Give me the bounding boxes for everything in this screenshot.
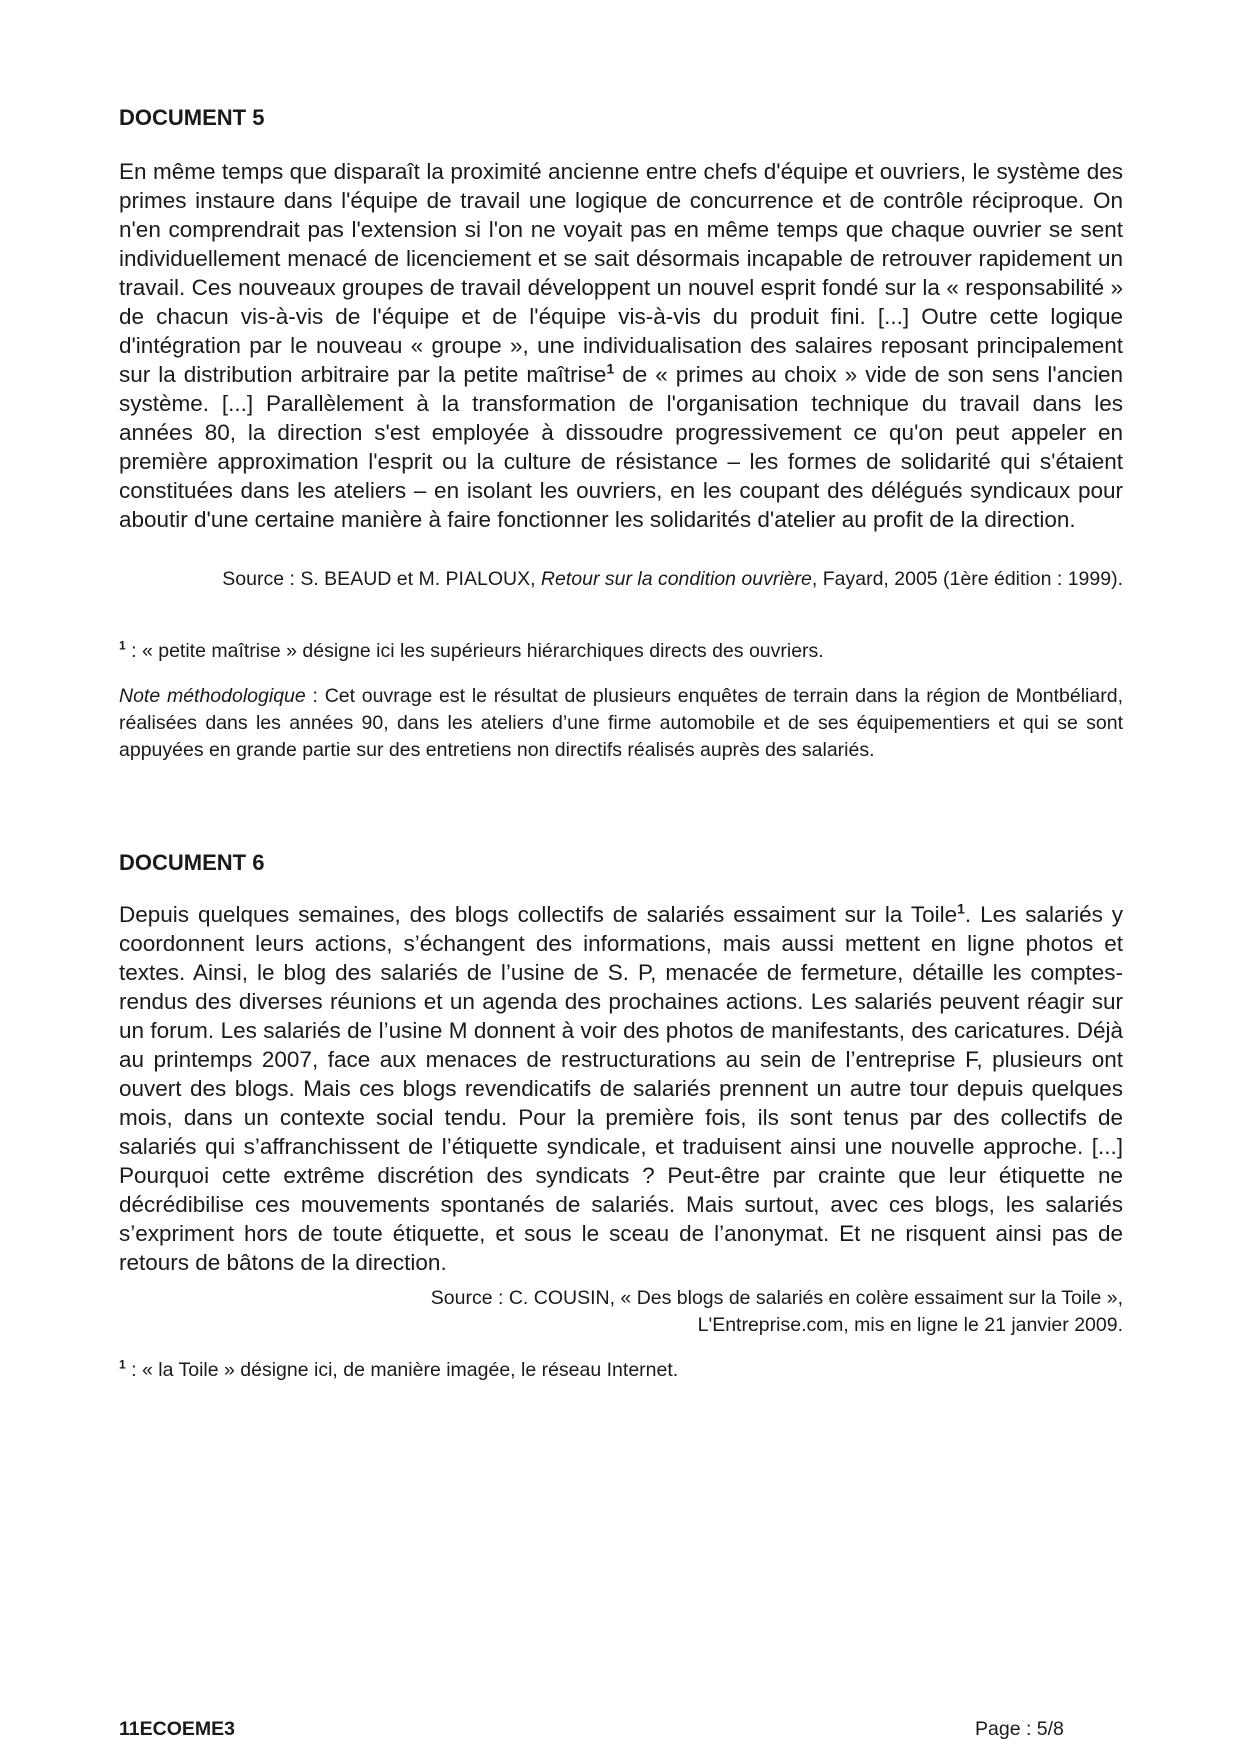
- source-line-1: Source : C. COUSIN, « Des blogs de salariés en colère essaiment sur la Toile »,: [430, 1287, 1123, 1309]
- note-text: : Cet ouvrage est le résultat de plusieurs enquêtes de terrain dans la région de Montbéliard, réalisées dans les années 90, dans les ateliers d’une firme automobile et de ses équipementiers et qui se sont appuyées en grande partie sur des entretiens non directifs réalisés auprès des salariés.: [119, 685, 1123, 761]
- document-6-body-part2: . Les salariés y coordonnent leurs actions, s’échangent des informations, mais aussi mettent en ligne photos et textes. Ainsi, le blog des salariés de l’usine de S. P, menacée de fermeture, détaille les comptes-rendus des diverses réunions et un agenda des prochaines actions. Les salariés peuvent réagir sur un forum. Les salariés de l’usine M donnent à voir des photos de manifestants, des caricatures. Déjà au printemps 2007, face aux menaces de restructurations au sein de l’entreprise F, plusieurs ont ouvert des blogs. Mais ces blogs revendicatifs de salariés prennent un autre tour depuis quelques mois, dans un contexte social tendu. Pour la première fois, ils sont tenus par des collectifs de salariés qui s’affranchissent de l’étiquette syndicale, et traduisent ainsi une nouvelle approche. [...] Pourquoi cette extrême discrétion des syndicats ? Peut-être par crainte que leur étiquette ne décrédibilise ces mouvements spontanés de salariés. Mais surtout, avec ces blogs, les salariés s’expriment hors de toute étiquette, et sous le sceau de l’anonymat. Et ne risquent ainsi pas de retours de bâtons de la direction.: [119, 902, 1123, 1275]
- footnote-text: : « petite maîtrise » désigne ici les supérieurs hiérarchiques directs des ouvriers.: [125, 640, 824, 662]
- document-5-source: [119, 566, 1123, 593]
- document-5-body: [119, 157, 1123, 534]
- source-prefix: Source : S. BEAUD et M. PIALOUX,: [222, 568, 541, 590]
- document-6-footnote: [119, 1357, 678, 1384]
- document-6-body: [119, 900, 1123, 1277]
- methodological-note: [119, 683, 1123, 764]
- document-5-footnote: [119, 638, 824, 665]
- footnote-mark: 1: [119, 638, 126, 653]
- source-title: Retour sur la condition ouvrière: [540, 568, 812, 590]
- document-5-body-part2: de « primes au choix » vide de son sens l'ancien système. [...] Parallèlement à la transformation de l'organisation technique du travail dans les années 80, la direction s'est employée à dissoudre progressivement ce qu'on peut appeler en première approximation l'esprit ou la culture de résistance – les formes de solidarité qui s'étaient constituées dans les ateliers – en isolant les ouvriers, en les coupant des délégués syndicaux pour aboutir d'une certaine manière à faire fonctionner les solidarités d'atelier au profit de la direction.: [119, 362, 1123, 532]
- source-line-2: L'Entreprise.com, mis en ligne le 21 janvier 2009.: [697, 1314, 1123, 1336]
- document-6-source: [119, 1285, 1123, 1339]
- footnote-ref: 1: [606, 360, 615, 377]
- document-6-heading: DOCUMENT 6: [119, 850, 265, 875]
- page-number: Page : 5/8: [975, 1718, 1064, 1740]
- page: [119, 0, 1123, 1754]
- document-5-heading: DOCUMENT 5: [119, 105, 265, 130]
- footnote-text: : « la Toile » désigne ici, de manière imagée, le réseau Internet.: [125, 1359, 679, 1381]
- footnote-ref: 1: [957, 900, 965, 917]
- source-suffix: , Fayard, 2005 (1ère édition : 1999).: [811, 568, 1123, 590]
- note-label: Note méthodologique: [119, 685, 306, 707]
- document-6-body-part1: Depuis quelques semaines, des blogs collectifs de salariés essaiment sur la Toile: [119, 902, 958, 927]
- document-5-body-part1: En même temps que disparaît la proximité ancienne entre chefs d'équipe et ouvriers, le système des primes instaure dans l'équipe de travail une logique de concurrence et de contrôle réciproque. On n'en comprendrait pas l'extension si l'on ne voyait pas en même temps que chaque ouvrier se sent individuellement menacé de licenciement et se sait désormais incapable de retrouver rapidement un travail. Ces nouveaux groupes de travail développent un nouvel esprit fondé sur la « responsabilité » de chacun vis-à-vis de l'équipe et de l'équipe vis-à-vis du produit fini. [...] Outre cette logique d'intégration par le nouveau « groupe », une individualisation des salaires reposant principalement sur la distribution arbitraire par la petite maîtrise: [119, 159, 1123, 387]
- document-code: 11ECOEME3: [119, 1718, 235, 1740]
- footnote-mark: 1: [119, 1357, 126, 1372]
